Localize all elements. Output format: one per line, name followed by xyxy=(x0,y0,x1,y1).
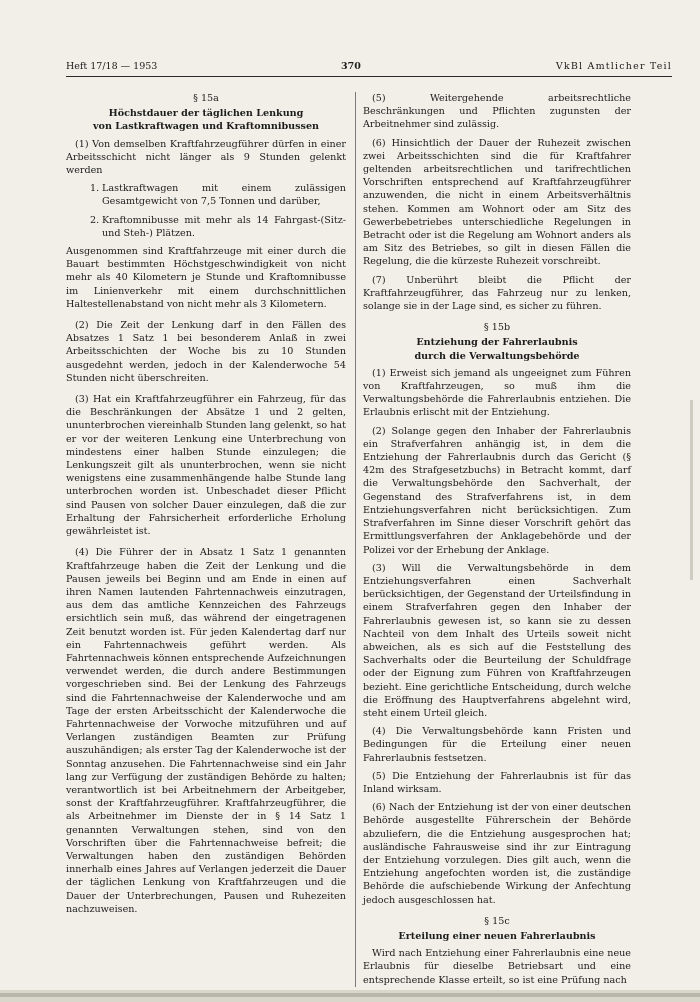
issue-label: Heft 17/18 — 1953 xyxy=(66,61,158,72)
paragraph-15a-6: (6) Hinsichtlich der Dauer der Ruhezeit zwischen zwei Arbeitsschichten sind die für Kraftfahrer geltenden arbeitsrechtlichen und tarifrechtlichen Vorschriften entsprechend auf Kraftfahrzeugführer anzuwenden, die nicht in einem Arbeitsverhältnis stehen. Kommen am Wohnort oder am Sitz des Gewerbebetriebes unterschiedliche Regelungen in Betracht oder ist die Regelung am Wohnort anders als am Sitz des Betriebes, so gilt in diesen Fällen die Regelung, die die kürzeste Ruhezeit vorschreibt. xyxy=(363,137,631,268)
section-15a-number: § 15a xyxy=(193,93,219,104)
list-item-1-text: Lastkraftwagen mit einem zulässigen Gesamtgewicht von 7,5 Tonnen und darüber, xyxy=(102,183,346,208)
column-divider xyxy=(355,92,356,987)
section-15b-title xyxy=(363,336,631,362)
right-column xyxy=(363,92,631,992)
paragraph-15a-1-exception: Ausgenommen sind Kraftfahrzeuge mit einer durch die Bauart bestimmten Höchstgeschwindigkeit von nicht mehr als 40 Kilometern je Stunde und Kraftomnibusse im Linienverkehr mit einem durchschnittlichen Haltestellenabstand von nicht mehr als 3 Kilometern. xyxy=(66,246,346,310)
paragraph-15b-5: (5) Die Entziehung der Fahrerlaubnis ist für das Inland wirksam. xyxy=(363,770,631,795)
list-item-2-text: Kraftomnibusse mit mehr als 14 Fahrgast-(Sitz- und Steh-) Plätzen. xyxy=(102,214,346,239)
journal-label: VkBl Amtlicher Teil xyxy=(555,61,672,72)
paragraph-15a-7: (7) Unberührt bleibt die Pflicht der Kraftfahrzeugführer, das Fahrzeug nur zu lenken, solange sie in der Lage sind, es sicher zu führen. xyxy=(363,274,631,313)
section-15a-title xyxy=(66,107,346,133)
section-15c-number: § 15c xyxy=(484,915,510,927)
paragraph-15b-1: (1) Erweist sich jemand als ungeeignet zum Führen von Kraftfahrzeugen, so muß ihm die Verwaltungsbehörde die Fahrerlaubnis entziehen. Die Erlaubnis erlischt mit der Entziehung. xyxy=(363,367,631,419)
scan-edge xyxy=(0,990,700,1002)
paragraph-15b-4: (4) Die Verwaltungsbehörde kann Fristen und Bedingungen für die Erteilung einer neuen Fahrerlaubnis festsetzen. xyxy=(363,726,631,764)
section-15a-title-line2: von Lastkraftwagen und Kraftomnibussen xyxy=(92,121,320,133)
paragraph-15a-3: (3) Hat ein Kraftfahrzeugführer ein Fahrzeug, für das die Beschränkungen der Absätze 1 und 2 gelten, ununterbrochen viereinhalb Stunden lang gelenkt, so hat er vor der weiteren Lenkung eine Unterbrechung von mindestens einer halben Stunde einzulegen; die Lenkungszeit gilt als ununterbrochen, wenn sie nicht wenigstens eine zusammenhängende halbe Stunde lang unterbrochen worden ist. Unbeschadet dieser Pflicht sind Pausen von solcher Dauer einzulegen, daß die zur Erhaltung der Fahrsicherheit erforderliche Erholung gewährleistet ist. xyxy=(66,394,346,538)
list-item-2-number: 2. xyxy=(90,214,100,226)
paragraph-15a-2: (2) Die Zeit der Lenkung darf in den Fällen des Absatzes 1 Satz 1 bei besonderem Anlaß in zwei Arbeitsschichten der Woche bis zu 10 Stunden ausgedehnt werden, jedoch in der Kalenderwoche 54 Stunden nicht überschreiten. xyxy=(66,320,346,384)
left-column xyxy=(66,92,346,921)
scan-edge-band xyxy=(0,993,700,997)
section-15b-title-line2: durch die Verwaltungsbehörde xyxy=(414,350,580,362)
section-15a-title-line1: Höchstdauer der täglichen Lenkung xyxy=(108,108,304,120)
paragraph-15b-6: (6) Nach der Entziehung ist der von einer deutschen Behörde ausgestellte Führerschein der Behörde abzuliefern, die die Entziehung ausgesprochen hat; ausländische Fahrausweise sind ihr zur Eintragung der Entziehung vorzulegen. Dies gilt auch, wenn die Entziehung angefochten worden ist, die zuständige Behörde die aufschiebende Wirkung der Anfechtung jedoch ausgeschlossen hat. xyxy=(363,802,631,906)
paragraph-15b-2: (2) Solange gegen den Inhaber der Fahrerlaubnis ein Strafverfahren anhängig ist, in dem die Entziehung der Fahrerlaubnis durch das Gericht (§ 42m des Strafgesetzbuchs) in Betracht kommt, darf die Verwaltungsbehörde den Sachverhalt, der Gegenstand des Strafverfahrens ist, in dem Entziehungsverfahren nicht berücksichtigen. Zum Strafverfahren im Sinne dieser Vorschrift gehört das Ermittlungsverfahren der Anklagebehörde und der Polizei vor der Erhebung der Anklage. xyxy=(363,425,631,556)
section-15c-title: Erteilung einer neuen Fahrerlaubnis xyxy=(398,930,596,942)
scan-margin-mark xyxy=(690,400,693,580)
section-15b-title-line1: Entziehung der Fahrerlaubnis xyxy=(416,337,578,349)
page-number: 370 xyxy=(341,61,361,72)
list-item-1-number: 1. xyxy=(90,183,100,195)
paragraph-15c-1: Wird nach Entziehung einer Fahrerlaubnis eine neue Erlaubnis für dieselbe Betriebsart und eine entsprechende Klasse erteilt, so ist eine Prüfung nach xyxy=(363,948,631,986)
paragraph-15a-4: (4) Die Führer der in Absatz 1 Satz 1 genannten Kraftfahrzeuge haben die Zeit der Lenkung und die Pausen jeweils bei Beginn und am Ende in einen auf ihren Namen lautenden Fahrtennachweis einzutragen, aus dem das amtliche Kennzeichen des Fahrzeugs ersichtlich sein muß, das während der eingetragenen Zeit benutzt worden ist. Für jeden Kalendertag darf nur ein Fahrtennachweis geführt werden. Als Fahrtennachweis können entsprechende Aufzeichnungen verwendet werden, die durch andere Bestimmungen vorgeschrieben sind. Bei der Lenkung des Fahrzeugs sind die Fahrtennachweise der Kalenderwoche und am Tage der ersten Arbeitsschicht der Kalenderwoche die Fahrtennachweise der Vorwoche mitzuführen und auf Verlangen zuständigen Beamten zur Prüfung auszuhändigen; als erster Tag der Kalenderwoche ist der Sonntag anzusehen. Die Fahrtennachweise sind ein Jahr lang zur Verfügung der zuständigen Behörde zu halten; verantwortlich ist bei Arbeitnehmern der Arbeitgeber, sonst der Kraftfahrzeugführer. Kraftfahrzeugführer, die als Arbeitnehmer im Dienste der in § 14 Satz 1 genannten Verwaltungen stehen, sind von den Vorschriften über die Fahrtennachweise befreit; die Verwaltungen haben den zuständigen Behörden innerhalb eines Jahres auf Verlangen jederzeit die Dauer der täglichen Lenkung von Kraftfahrzeugen und die Dauer der Unterbrechungen, Pausen und Ruhezeiten nachzuweisen. xyxy=(66,547,346,915)
list-item-2 xyxy=(66,214,346,240)
list-item-1 xyxy=(66,182,346,208)
paragraph-15b-3: (3) Will die Verwaltungsbehörde in dem Entziehungsverfahren einen Sachverhalt berücksichtigen, der Gegenstand der Urteilsfindung in einem Strafverfahren gegen den Inhaber der Fahrerlaubnis gewesen ist, so kann sie zu dessen Nachteil von dem Inhalt des Urteils soweit nicht abweichen, als es sich auf die Feststellung des Sachverhalts oder die Beurteilung der Schuldfrage oder der Eignung zum Führen von Kraftfahrzeugen bezieht. Eine gerichtliche Entscheidung, durch welche die Eröffnung des Hauptverfahrens abgelehnt wird, steht einem Urteil gleich. xyxy=(363,562,631,719)
paragraph-15a-1: (1) Von demselben Kraftfahrzeugführer dürfen in einer Arbeitsschicht nicht länger als 9 Stunden gelenkt werden xyxy=(66,138,346,177)
page-header xyxy=(66,60,672,77)
section-15b-number: § 15b xyxy=(483,322,511,334)
paragraph-15a-5: (5) Weitergehende arbeitsrechtliche Beschränkungen und Pflichten zugunsten der Arbeitnehmer sind zulässig. xyxy=(363,93,631,131)
